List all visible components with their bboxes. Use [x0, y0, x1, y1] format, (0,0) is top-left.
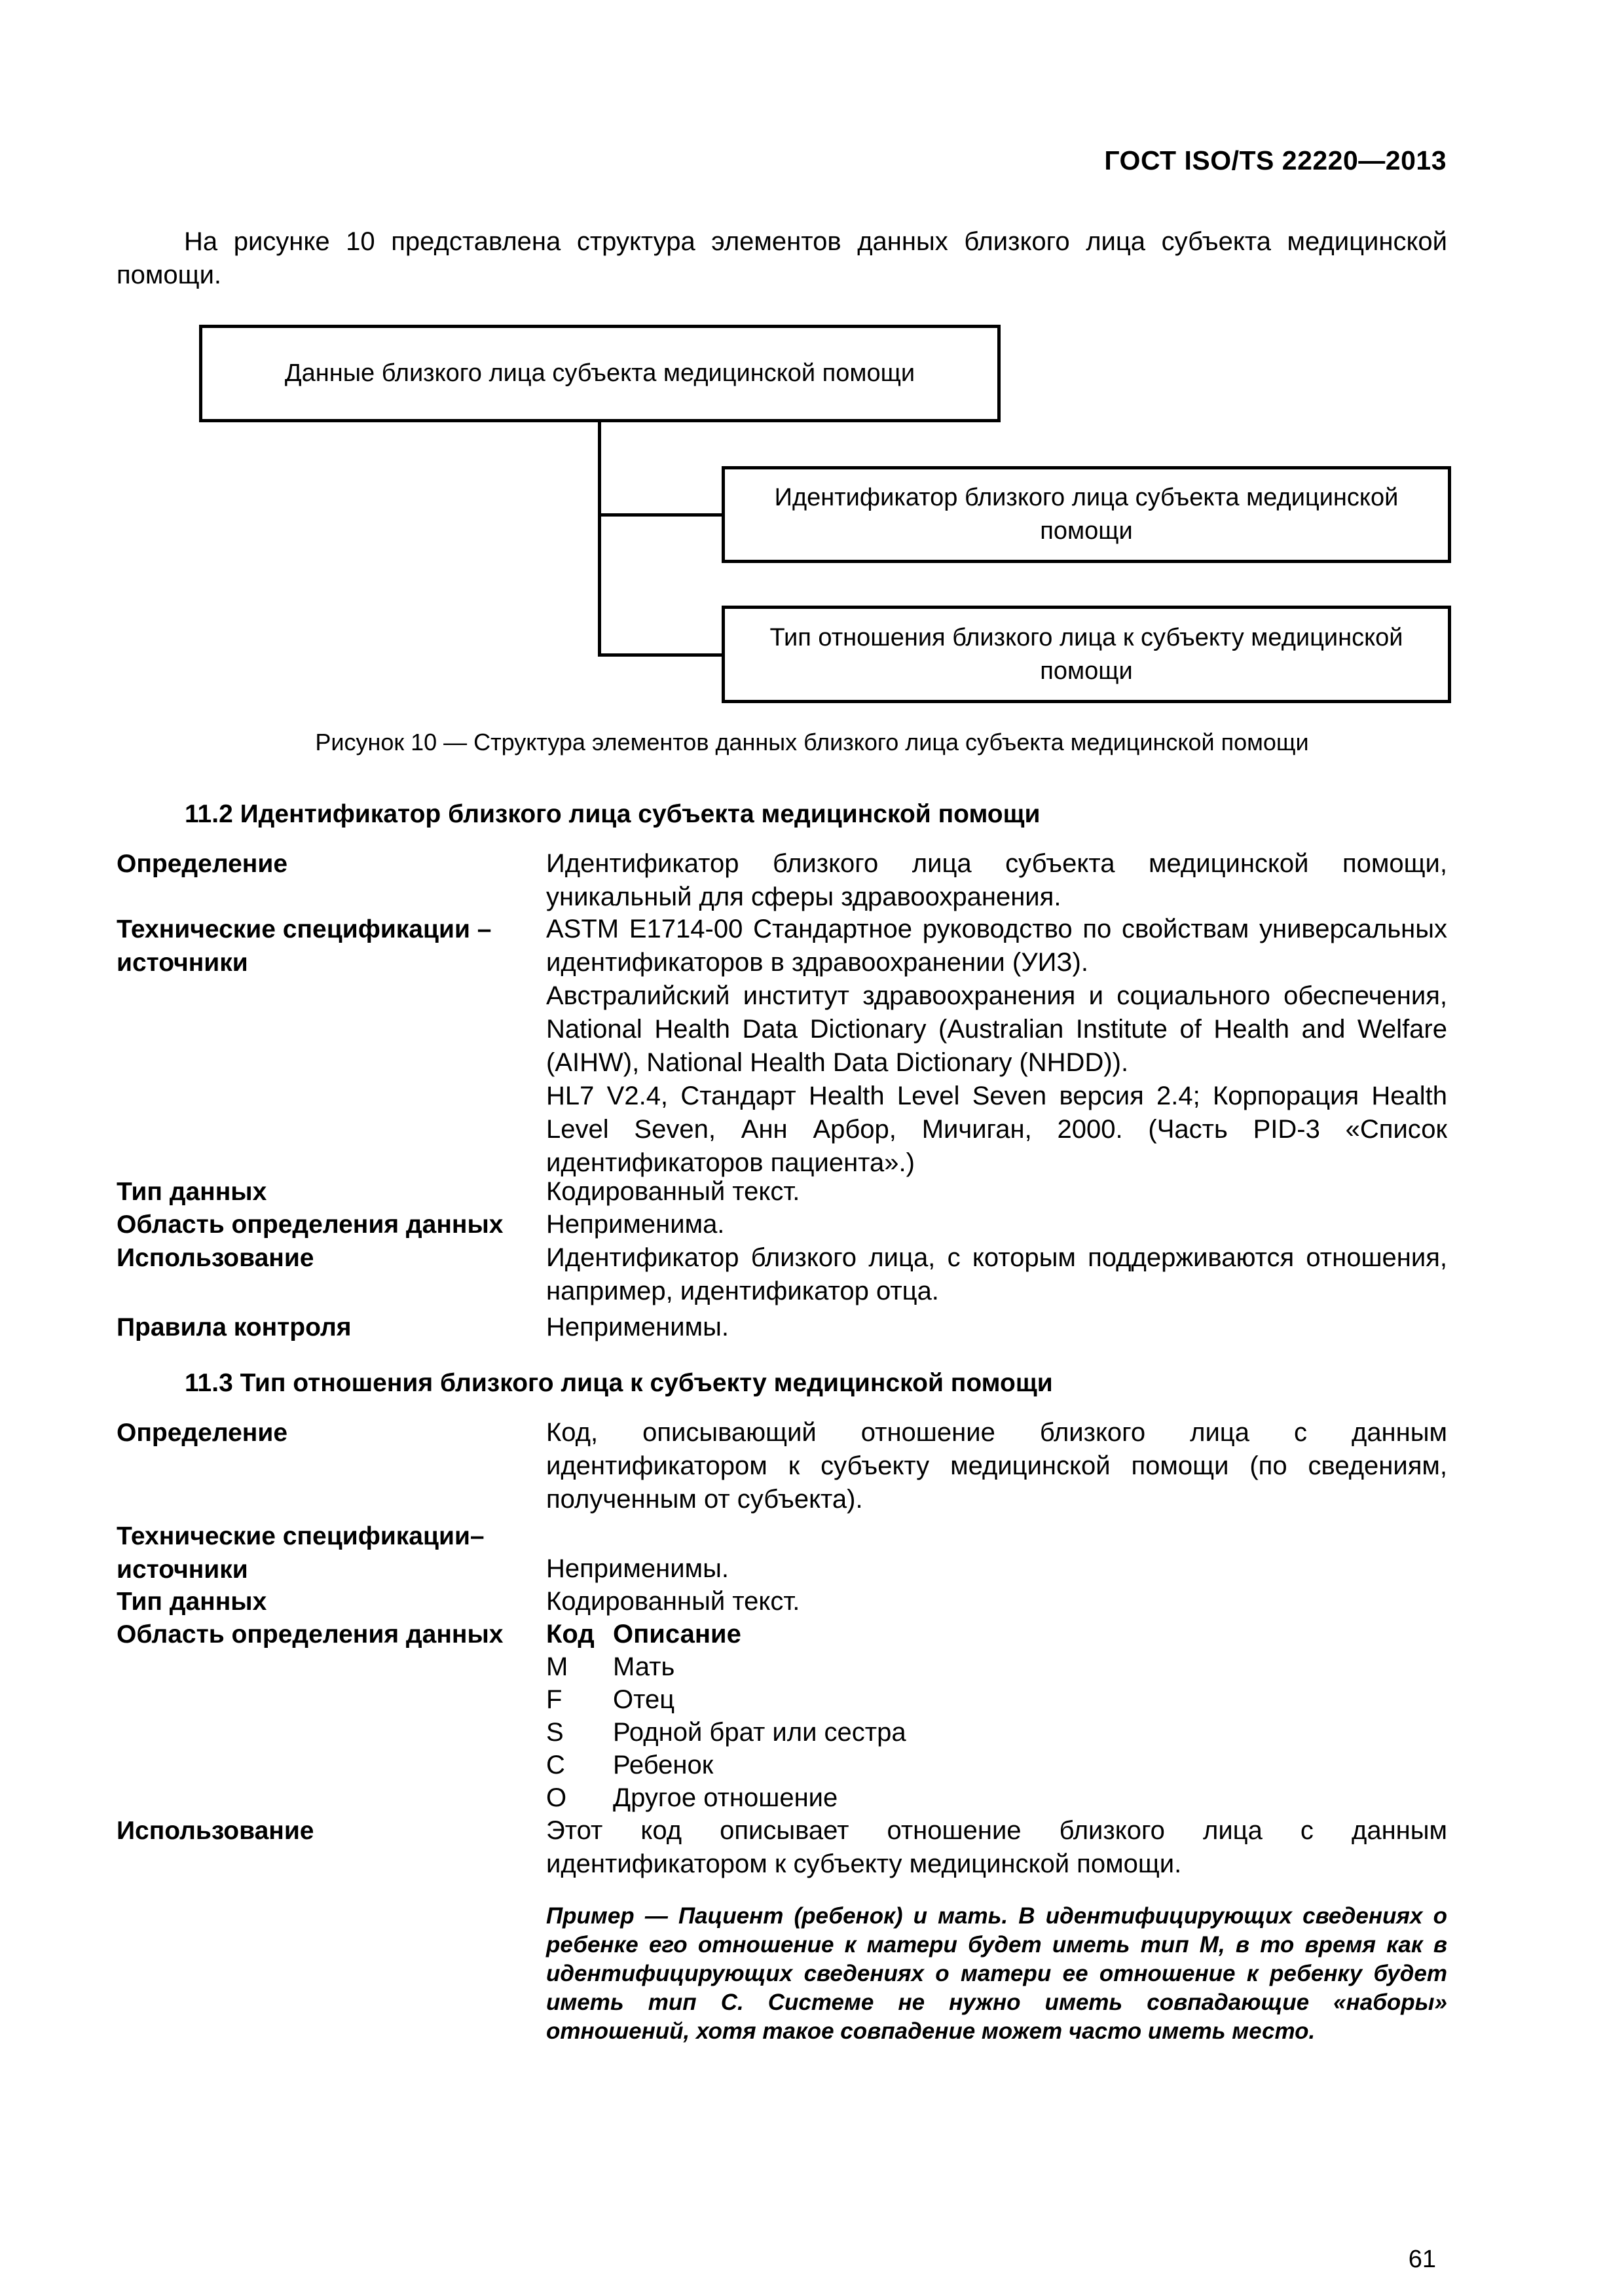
- diagram-root-box: [199, 325, 1001, 422]
- s113-usage: Этот код описывает отношение близкого лица с данным идентификатором к субъекту медицинской помощи.: [546, 1816, 1447, 1878]
- s112-validation: Неприменимы.: [546, 1313, 729, 1341]
- diagram-child1-label: Идентификатор близкого лица субъекта медицинской помощи: [774, 484, 1399, 545]
- s113-example-note: Пример — Пациент (ребенок) и мать. В идентифицирующих сведениях о ребенке его отношение к матери будет иметь тип M, в то время как в идентифицирующих сведениях о матери ее отношение к ребенку будет иметь тип C. Системе не нужно иметь совпадающие «наборы» отношений, хотя такое совпадение может часто иметь место.: [546, 1903, 1447, 2044]
- diagram-connector-child1: [598, 513, 722, 517]
- code-row: [546, 1749, 713, 1782]
- s112-tech-spec: [546, 913, 1447, 1180]
- code-table-header: [546, 1618, 741, 1651]
- s113-tech-spec-label: Технические спецификации– источники: [117, 1522, 485, 1584]
- code-row: [546, 1716, 906, 1749]
- s113-usage-label: Использование: [117, 1817, 314, 1845]
- s113-definition-label: Определение: [117, 1419, 288, 1447]
- s112-usage-label: Использование: [117, 1244, 314, 1272]
- s112-usage: Идентификатор близкого лица, с которым поддерживаются отношения, например, идентификатор отца.: [546, 1243, 1447, 1305]
- page-number: 61: [1408, 2246, 1436, 2273]
- s113-data-type-label: Тип данных: [117, 1588, 267, 1616]
- code-header: Код: [546, 1620, 595, 1649]
- code-description: Родной брат или сестра: [613, 1718, 906, 1747]
- s112-tech-spec-hl7: HL7 V2.4, Стандарт Health Level Seven версия 2.4; Корпорация Health Level Seven, Анн Арбор, Мичиган, 2000. (Часть PID-3 «Список идентификаторов пациента».): [546, 1082, 1447, 1177]
- code-description: Другое отношение: [613, 1783, 838, 1812]
- code-value: O: [546, 1783, 567, 1812]
- code-value: F: [546, 1685, 563, 1714]
- code-description: Мать: [613, 1652, 675, 1681]
- s112-tech-spec-astm: ASTM E1714-00 Стандартное руководство по свойствам универсальных идентификаторов в здравоохранении (УИЗ).: [546, 915, 1447, 977]
- code-description: Отец: [613, 1685, 675, 1714]
- s112-tech-spec-aihw: Австралийский институт здравоохранения и социального обеспечения, National Health Data Dictionary (Australian Institute of Health and Welfare (AIHW), National Health Data Dictionary (NHDD)).: [546, 981, 1447, 1077]
- s113-definition: Код, описывающий отношение близкого лица с данным идентификатором к субъекту медицинской помощи (по сведениям, полученным от субъекта).: [546, 1418, 1447, 1514]
- s113-data-type: Кодированный текст.: [546, 1587, 800, 1616]
- diagram-connector-vertical: [598, 422, 601, 657]
- code-description: Ребенок: [613, 1751, 714, 1779]
- standard-code: ГОСТ ISO/TS 22220—2013: [1104, 145, 1447, 175]
- s112-data-type-label: Тип данных: [117, 1178, 267, 1206]
- code-row: [546, 1650, 674, 1684]
- description-header: Описание: [613, 1620, 741, 1649]
- code-row: [546, 1683, 674, 1717]
- diagram-child-box-relationship: [722, 606, 1451, 703]
- diagram-child2-label: Тип отношения близкого лица к субъекту медицинской помощи: [769, 623, 1403, 685]
- section-11-2-heading: 11.2 Идентификатор близкого лица субъекта медицинской помощи: [185, 800, 1041, 828]
- s112-domain: Неприменима.: [546, 1210, 725, 1239]
- diagram-child-box-identifier: [722, 466, 1451, 563]
- s113-domain-label: Область определения данных: [117, 1620, 504, 1649]
- code-value: M: [546, 1652, 568, 1681]
- s113-tech-spec: Неприменимы.: [546, 1554, 729, 1583]
- diagram-root-label: Данные близкого лица субъекта медицинской помощи: [284, 359, 915, 387]
- section-11-3-heading: 11.3 Тип отношения близкого лица к субъекту медицинской помощи: [185, 1369, 1053, 1397]
- code-value: C: [546, 1751, 565, 1779]
- code-row: [546, 1781, 838, 1815]
- s112-definition: Идентификатор близкого лица субъекта медицинской помощи, уникальный для сферы здравоохранения.: [546, 849, 1447, 911]
- s112-domain-label: Область определения данных: [117, 1211, 504, 1239]
- s112-data-type: Кодированный текст.: [546, 1177, 800, 1206]
- diagram-connector-child2: [598, 653, 722, 657]
- s112-validation-label: Правила контроля: [117, 1313, 352, 1341]
- s112-definition-label: Определение: [117, 850, 288, 878]
- figure-caption: Рисунок 10 — Структура элементов данных близкого лица субъекта медицинской помощи: [315, 729, 1309, 756]
- code-value: S: [546, 1718, 564, 1747]
- intro-paragraph: На рисунке 10 представлена структура элементов данных близкого лица субъекта медицинской помощи.: [117, 227, 1447, 289]
- s112-tech-spec-label: Технические спецификации – источники: [117, 915, 492, 977]
